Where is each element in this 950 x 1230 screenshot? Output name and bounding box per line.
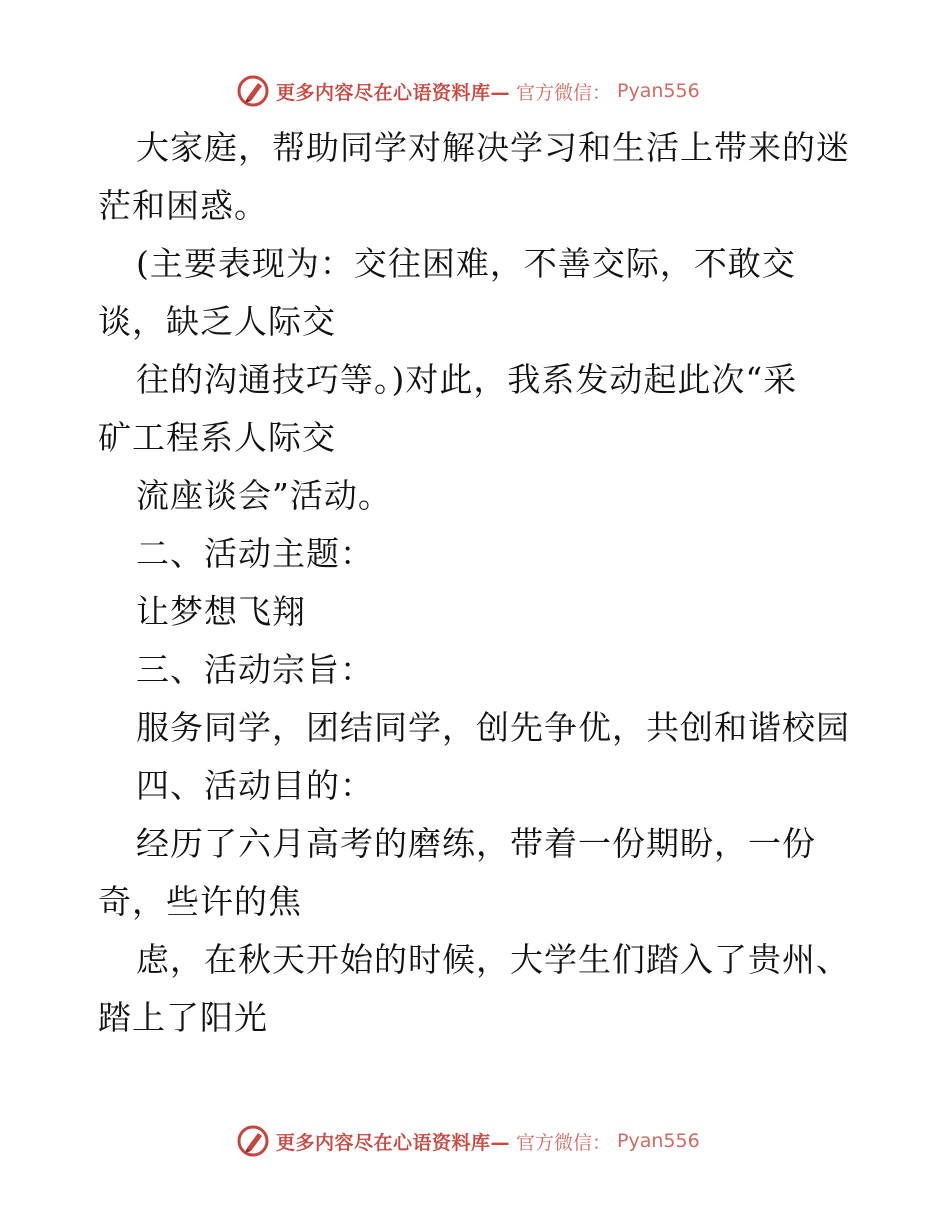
section-heading: 三、活动宗旨： [136, 650, 374, 689]
watermark-wechat-id: Pyan556 [617, 1130, 700, 1152]
text-line: 虑，在秋天开始的时候，大学生们踏入了贵州、 [136, 940, 850, 979]
text-line: 谈，缺乏人际交 [98, 302, 336, 341]
watermark-text: 更多内容尽在心语资料库— [276, 1131, 511, 1154]
text-line: 往的沟通技巧等。)对此，我系发动起此次“采 [136, 360, 798, 399]
text-line: 大家庭，帮助同学对解决学习和生活上带来的迷 [136, 128, 850, 167]
text-line: 奇，些许的焦 [98, 882, 302, 921]
pen-logo-icon [236, 74, 270, 108]
text-line: 让梦想飞翔 [136, 592, 306, 631]
watermark-text: 更多内容尽在心语资料库— [276, 81, 511, 104]
section-heading: 四、活动目的： [136, 766, 374, 805]
footer-watermark [236, 1124, 700, 1158]
text-line: 踏上了阳光 [98, 998, 268, 1037]
text-line: 经历了六月高考的磨练，带着一份期盼，一份 [136, 824, 816, 863]
text-line: (主要表现为：交往困难，不善交际，不敢交 [136, 244, 796, 283]
text-line: 矿工程系人际交 [98, 418, 336, 457]
text-line: 茫和困惑。 [98, 186, 268, 225]
pen-logo-icon [236, 1124, 270, 1158]
section-heading: 二、活动主题： [136, 534, 374, 573]
header-watermark [236, 74, 700, 108]
text-line: 流座谈会”活动。 [136, 476, 392, 515]
watermark-wechat-label: 官方微信： [516, 1131, 612, 1154]
text-line: 服务同学，团结同学，创先争优，共创和谐校园 [136, 708, 850, 747]
watermark-wechat-label: 官方微信： [516, 81, 612, 104]
watermark-wechat-id: Pyan556 [617, 80, 700, 102]
